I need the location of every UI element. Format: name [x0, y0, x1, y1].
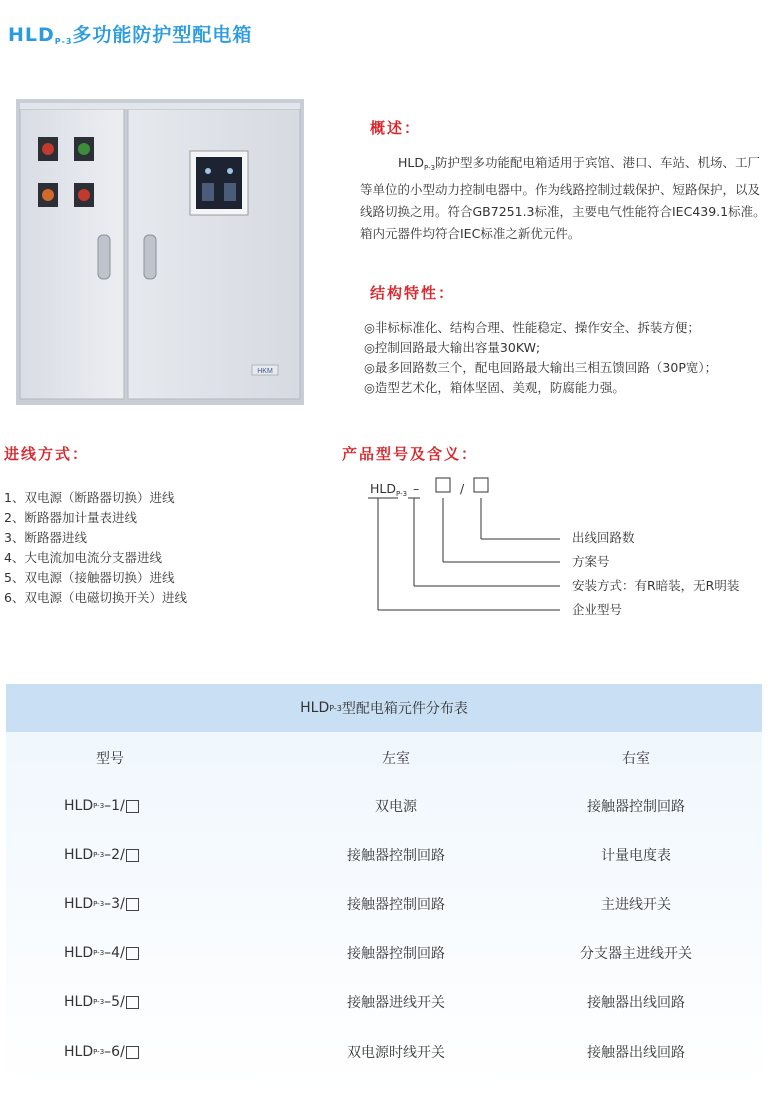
title-prefix: HLD — [8, 24, 55, 46]
model-label-install: 安装方式：有R暗装，无R明装 — [572, 578, 740, 593]
overview-body: 防护型多功能配电箱适用于宾馆、港口、车站、机场、工厂等单位的小型动力控制电器中。作为线路控制过载保护、短路保护，以及线路切换之用。符合GB7251.3标准，主要电气性能符合IEC439.1标准。箱内元器件均符合IEC标准之新优元件。 — [360, 155, 766, 241]
row-right: 计量电度表 — [601, 848, 671, 864]
header-left: 左室 — [382, 751, 410, 767]
table-title-prefix: HLD — [300, 700, 330, 716]
model-prefix: HLD — [64, 994, 94, 1010]
model-heading: 产品型号及含义： — [342, 445, 479, 463]
model-code — [370, 481, 465, 498]
overview-heading: 概述： — [370, 119, 422, 137]
page-title — [8, 20, 252, 47]
table-row — [6, 835, 762, 875]
features-list — [364, 318, 717, 398]
features-heading: 结构特性： — [370, 284, 456, 302]
row-left: 接触器控制回路 — [347, 946, 445, 962]
title-main: 多功能防护型配电箱 — [72, 24, 253, 46]
wiring-item: 4、大电流加电流分支器进线 — [4, 550, 162, 565]
overview-text — [360, 152, 772, 245]
blank-box — [126, 898, 139, 911]
feature-item: ◎造型艺术化，箱体坚固、美观，防腐能力强。 — [364, 380, 625, 395]
row-model — [64, 982, 214, 1022]
model-suffix: –4/ — [104, 945, 125, 961]
feature-item: ◎最多回路数三个，配电回路最大输出三相五馈回路（30P宽）； — [364, 360, 718, 375]
table-row — [6, 786, 762, 826]
row-model — [64, 933, 214, 973]
model-suffix: –1/ — [104, 798, 125, 814]
row-right: 主进线开关 — [601, 897, 671, 913]
model-code-separator: – — [413, 481, 420, 496]
model-code-prefix: HLD — [370, 481, 396, 496]
model-subscript: P-3 — [93, 900, 105, 908]
model-prefix: HLD — [64, 798, 94, 814]
blank-box — [126, 996, 139, 1009]
wiring-item: 6、双电源（电磁切换开关）进线 — [4, 590, 187, 605]
row-right: 接触器控制回路 — [587, 799, 685, 815]
model-suffix: –5/ — [104, 994, 125, 1010]
row-right: 接触器出线回路 — [587, 1045, 685, 1061]
blank-box — [126, 1046, 139, 1059]
feature-item: ◎非标标准化、结构合理、性能稳定、操作安全、拆装方便； — [364, 320, 700, 335]
row-left: 双电源 — [375, 799, 417, 815]
wiring-list — [4, 488, 187, 608]
header-model: 型号 — [96, 751, 124, 767]
table-row — [6, 884, 762, 924]
row-left: 双电源时线开关 — [347, 1045, 445, 1061]
table-title-main: 型配电箱元件分布表 — [341, 701, 468, 717]
blank-box — [126, 947, 139, 960]
wiring-item: 1、双电源（断路器切换）进线 — [4, 490, 175, 505]
model-suffix: –3/ — [104, 896, 125, 912]
model-subscript: P-3 — [93, 851, 105, 859]
model-subscript: P-3 — [93, 802, 105, 810]
model-label-company: 企业型号 — [572, 602, 623, 617]
row-model — [64, 884, 214, 924]
row-left: 接触器控制回路 — [347, 897, 445, 913]
model-code-slash: / — [460, 481, 465, 496]
wiring-heading: 进线方式： — [4, 445, 90, 463]
nameplate-text: HKM — [257, 368, 273, 375]
model-prefix: HLD — [64, 945, 94, 961]
table-row — [6, 982, 762, 1022]
title-subscript: P-3 — [54, 37, 73, 46]
wiring-item: 3、断路器进线 — [4, 530, 87, 545]
model-diagram — [368, 476, 768, 621]
blank-box — [126, 849, 139, 862]
model-label-scheme: 方案号 — [572, 554, 610, 569]
cabinet-photo — [16, 99, 304, 405]
table-row — [6, 1032, 762, 1072]
model-suffix: –2/ — [104, 847, 125, 863]
row-left: 接触器进线开关 — [347, 995, 445, 1011]
model-subscript: P-3 — [93, 998, 105, 1006]
row-right: 分支器主进线开关 — [580, 946, 692, 962]
component-table — [6, 684, 762, 1089]
model-prefix: HLD — [64, 896, 94, 912]
row-left: 接触器控制回路 — [347, 848, 445, 864]
model-subscript: P-3 — [93, 1048, 105, 1056]
model-suffix: –6/ — [104, 1044, 125, 1060]
header-right: 右室 — [622, 751, 650, 767]
row-model — [64, 786, 214, 826]
model-subscript: P-3 — [93, 949, 105, 957]
model-prefix: HLD — [64, 1044, 94, 1060]
feature-item: ◎控制回路最大输出容量30KW; — [364, 340, 541, 355]
overview-prefix: HLD — [398, 155, 424, 170]
row-right: 接触器出线回路 — [587, 995, 685, 1011]
table-title-subscript: P-3 — [329, 703, 342, 713]
table-body — [6, 732, 762, 1089]
wiring-item: 2、断路器加计量表进线 — [4, 510, 137, 525]
table-header-row — [6, 738, 762, 778]
model-prefix: HLD — [64, 847, 94, 863]
model-code-subscript: P-3 — [396, 490, 408, 498]
row-model — [64, 835, 214, 875]
blank-box — [126, 800, 139, 813]
row-model — [64, 1032, 214, 1072]
model-label-outlets: 出线回路数 — [572, 530, 635, 545]
table-title — [6, 684, 762, 732]
wiring-item: 5、双电源（接触器切换）进线 — [4, 570, 175, 585]
overview-subscript: P-3 — [424, 164, 436, 172]
table-row — [6, 933, 762, 973]
